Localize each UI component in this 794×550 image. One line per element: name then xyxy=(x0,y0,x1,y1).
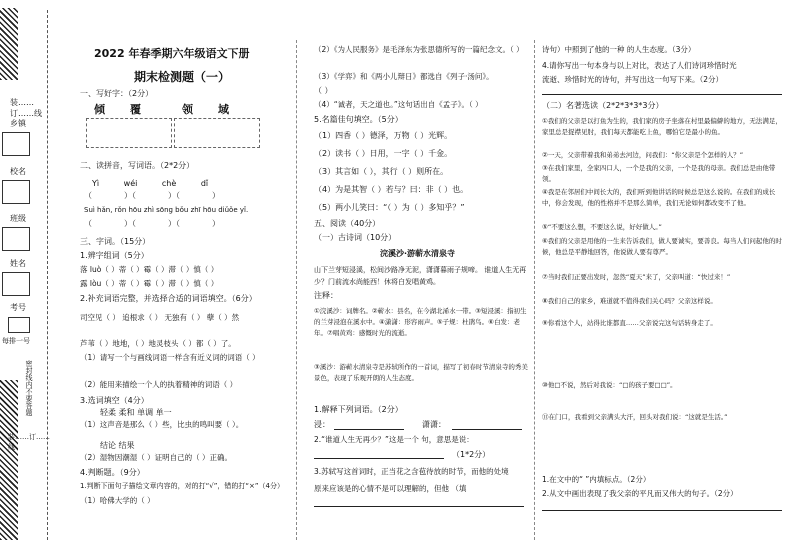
c3-section: （二）名著选读（2*2*3*3*3分） xyxy=(542,101,664,110)
label-name: 姓名 xyxy=(10,259,26,268)
q4-line-a: 1.判断下面句子描绘文章内容的，对的打“√”，错的打“×”（4分） xyxy=(80,482,284,490)
c2-q1: 1.解释下列词语。（2分） xyxy=(314,405,403,414)
c3-para-3: ③在我们家里，全家四口人，一个是我的父亲，一个是我的母亲。我们总是由他带领。 xyxy=(542,164,776,183)
section-2-heading: 二、读拼音，写词语。（2*2分） xyxy=(80,161,195,170)
cut-line-text-2: 装……订……线 xyxy=(8,433,50,451)
c2-line-1: （2）《为人民服务》是毛泽东为张思德所写的一篇纪念文。（ ） xyxy=(314,45,524,54)
c3-para-8: ⑧我们自己的家乡，难道就不值得我们关心吗？父亲这样说。 xyxy=(542,297,717,305)
practice-char-3: 领 xyxy=(182,103,193,116)
c2-line-7: （2）读书（ ）日用，一字（ ）千金。 xyxy=(314,149,453,158)
notes-1: ①浣溪沙：词牌名。②蕲水：县名，在今湖北浠水一带。③短浸溪：指初生的兰芽浸泡在溪水中。④潇潇：形容雨声。⑤子规：杜鹃鸟。⑥白发：老年。⑦唱黄鸡：感慨时光的流逝。 xyxy=(314,307,527,337)
town-field[interactable] xyxy=(2,132,30,156)
label-school: 校名 xyxy=(10,167,26,176)
pinyin-row-2: Suì hǎn, rǒn hōu zhì sōng bǒu zhī hōu diǔǒe yǐ. xyxy=(84,206,249,214)
writing-grid-2[interactable] xyxy=(174,118,260,148)
class-field[interactable] xyxy=(2,227,30,251)
binding-strip xyxy=(0,0,52,550)
examno-field[interactable] xyxy=(8,317,30,333)
answer-line[interactable] xyxy=(542,510,782,511)
c2-line-3: （ ） xyxy=(314,86,333,95)
c2-q2: 2.“谁道人生无再少？”这是一个 句，意思是说： xyxy=(314,435,474,444)
column-1 xyxy=(78,0,298,550)
no-answer-text: 密封线内不要答题 xyxy=(25,360,33,416)
practice-char-1: 倾 xyxy=(94,103,105,116)
q2-line-b: 芦苇（ ）地地，（ ）地灵枝头（ ）都（ ）了。 xyxy=(80,339,236,348)
q2-heading: 2.补充词语完整，并选择合适的词语填空。（6分） xyxy=(80,294,257,303)
q3-line-c: （2）湿物因潮湿（ ）证明自己的（ ）正确。 xyxy=(80,453,233,462)
column-separator xyxy=(296,40,297,540)
c3-para-9: ⑨你看这个人，站得比谁都直……父亲说完这句话转身走了。 xyxy=(542,319,717,327)
c3-para-5: ⑤“不要这么想，不要这么说，好好做人。” xyxy=(542,223,662,231)
q1-heading: 1.辨字组词（5分） xyxy=(80,251,149,260)
section-3-heading: 三、字词。（15分） xyxy=(80,237,151,246)
q3-line-a: （1）这声音是那么（ ）些，比虫的鸣叫要（ ）。 xyxy=(80,420,244,429)
c2-line-12: （一）古诗词（10分） xyxy=(314,233,397,242)
c3-para-4: ④我是在邻居们中间长大的，我们听到他讲话的时候总是这么说的。在我们的成长中，你会发现，他的性格并不是那么简单，我们无论如何都改变不了他。 xyxy=(542,188,776,207)
notes-2: ③溪沙：游蕲水清泉寺是苏轼所作的一首词，描写了初春时节清泉寺的秀美景色，表现了乐观开朗的人生态度。 xyxy=(314,363,528,382)
c3-para-11: ⑪在门口，我看到父亲满头大汗，回头对我们说：“这就是生活。” xyxy=(542,413,728,421)
exam-title: 2022 年春季期六年级语文下册 xyxy=(94,47,250,60)
seat-text: 每排一号 xyxy=(2,337,30,345)
c2-q1-a: 浸： xyxy=(314,420,330,429)
c3-para-7: ⑦当时我们正要出发时，忽然“夏天”来了，父亲叫道：“快过来！” xyxy=(542,273,731,281)
c3-para-10: ⑩他□不说，然后对我说：“□的孩子要□□”。 xyxy=(542,381,677,389)
practice-char-2: 覆 xyxy=(130,103,141,116)
c2-q1-b: 潇潇： xyxy=(422,420,446,429)
c2-q3-b: 原来应该是的心情不是可以理解的，但他 （填 xyxy=(314,484,467,493)
label-town: 乡镇 xyxy=(10,119,26,128)
c3-para-6: ⑥我们的父亲是用他的一生来告诉我们，做人要诚实，要善良。每当人们问起他的时候，他总是平静地回答，他说做人要有尊严。 xyxy=(542,237,782,256)
c2-line-4: （4）“诚者，天之道也。”这句话出自《孟子》。（ ） xyxy=(314,100,483,109)
c3-line-2: 4.请你写出一句本身与以上对比，表达了人们诗词珍惜时光 xyxy=(542,61,737,70)
c3-q1: 1.在文中的“ ”内填标点。（2分） xyxy=(542,475,651,484)
poem-text: 山下兰芽短浸溪，松间沙路净无泥，潇潇暮雨子规啼。 谁道人生无再少？门前流水尚能西！休将白发唱黄鸡。 xyxy=(314,266,527,286)
column-2 xyxy=(312,0,532,550)
pinyin-row-1: Yì wéi chè dǐ xyxy=(92,179,209,188)
q2-line-c: （1）请写一个与画线词语一样含有近义词的词语（ ） xyxy=(80,353,260,362)
label-class: 班级 xyxy=(10,214,26,223)
hatch-pattern xyxy=(0,380,18,540)
q4-line-b: （1）哈佛大学的（ ） xyxy=(80,496,155,505)
column-3 xyxy=(540,0,790,550)
c2-line-5: 5.名篇佳句填空。（5分） xyxy=(314,115,403,124)
c3-line-1: 诗句）中照到了他的一种 的人生态度。（3分） xyxy=(542,45,696,54)
c2-line-11: 五、阅读（40分） xyxy=(314,219,381,228)
q1-line-b: 露 lòu（ ）蒂（ ）霉（ ）滞（ ）慎（ ） xyxy=(80,279,219,288)
answer-line[interactable] xyxy=(334,429,404,430)
answer-line[interactable] xyxy=(452,429,522,430)
practice-char-4: 域 xyxy=(218,103,229,116)
answer-blanks-2[interactable]: （ ）（ ）（ ） xyxy=(84,219,220,228)
c2-line-10: （5）两小儿笑曰：“（ ）为（ ）多知乎？” xyxy=(314,203,465,212)
cut-line-text: 装……订……线 xyxy=(10,98,42,118)
q2-line-a: 司空见（ ） 追根求（ ） 无独有（ ） 孽（ ）然 xyxy=(80,313,240,322)
c2-line-8: （3）其言如（ ），其行（ ）则所在。 xyxy=(314,167,449,176)
section-1-heading: 一、写好字：（2分） xyxy=(80,89,154,98)
answer-line[interactable] xyxy=(542,94,782,95)
answer-line[interactable] xyxy=(314,458,444,459)
q2-line-d: （2）能用来描绘一个人的执着精神的词语（ ） xyxy=(80,380,238,389)
exam-subtitle: 期末检测题（一） xyxy=(134,70,231,84)
c3-line-3: 流逝、珍惜时光的诗句，并写出这一句写下来。（2分） xyxy=(542,75,724,84)
answer-blanks-1[interactable]: （ ）（ ）（ ） xyxy=(84,191,220,200)
c2-line-6: （1）四香（ ）德泽，万物（ ）光辉。 xyxy=(314,131,453,140)
c3-para-1: ①我们的父亲是以打鱼为生的，我们家的房子坐落在村里最偏僻的地方，无法满足，家里总是捉襟见肘，我们每天都能吃上鱼，哪怕它是最小的鱼。 xyxy=(542,117,782,136)
q3-words-1: 轻柔 柔和 单调 单一 xyxy=(100,408,172,417)
c2-q3: 3.苏轼写这首词时，正当花之含苞待放的时节，而他的处境 xyxy=(314,467,509,476)
name-field[interactable] xyxy=(2,272,30,296)
column-separator xyxy=(534,40,535,540)
label-examno: 考号 xyxy=(10,303,26,312)
notes-label: 注释： xyxy=(314,291,338,300)
school-field[interactable] xyxy=(2,180,30,204)
q4-heading: 4.判断题。（9分） xyxy=(80,468,145,477)
q1-line-a: 落 luò（ ）蒂（ ）霉（ ）滞（ ）慎（ ） xyxy=(80,265,219,274)
c2-q2-b: （1*2分） xyxy=(452,450,491,459)
c2-line-9: （4）为是其智（ ）若与？曰：非（ ）也。 xyxy=(314,185,469,194)
c3-q2: 2.从文中画出表现了我父亲的平凡而又伟大的句子。（2分） xyxy=(542,489,738,498)
writing-grid-1[interactable] xyxy=(86,118,172,148)
answer-line[interactable] xyxy=(314,506,524,507)
cut-line xyxy=(47,10,48,540)
c2-line-2: （3）《学弈》和《两小儿辩日》都选自《列子·汤问》。 xyxy=(314,72,494,81)
q3-heading: 3.选词填空（4分） xyxy=(80,396,149,405)
hatch-pattern xyxy=(0,8,18,80)
q3-words-2: 结论 结果 xyxy=(100,441,135,450)
c3-para-2: ②一天，父亲带着我和弟弟去河边，问我们：“你父亲是个怎样的人？” xyxy=(542,151,744,159)
poem-title: 浣溪沙·游蕲水清泉寺 xyxy=(380,249,456,258)
